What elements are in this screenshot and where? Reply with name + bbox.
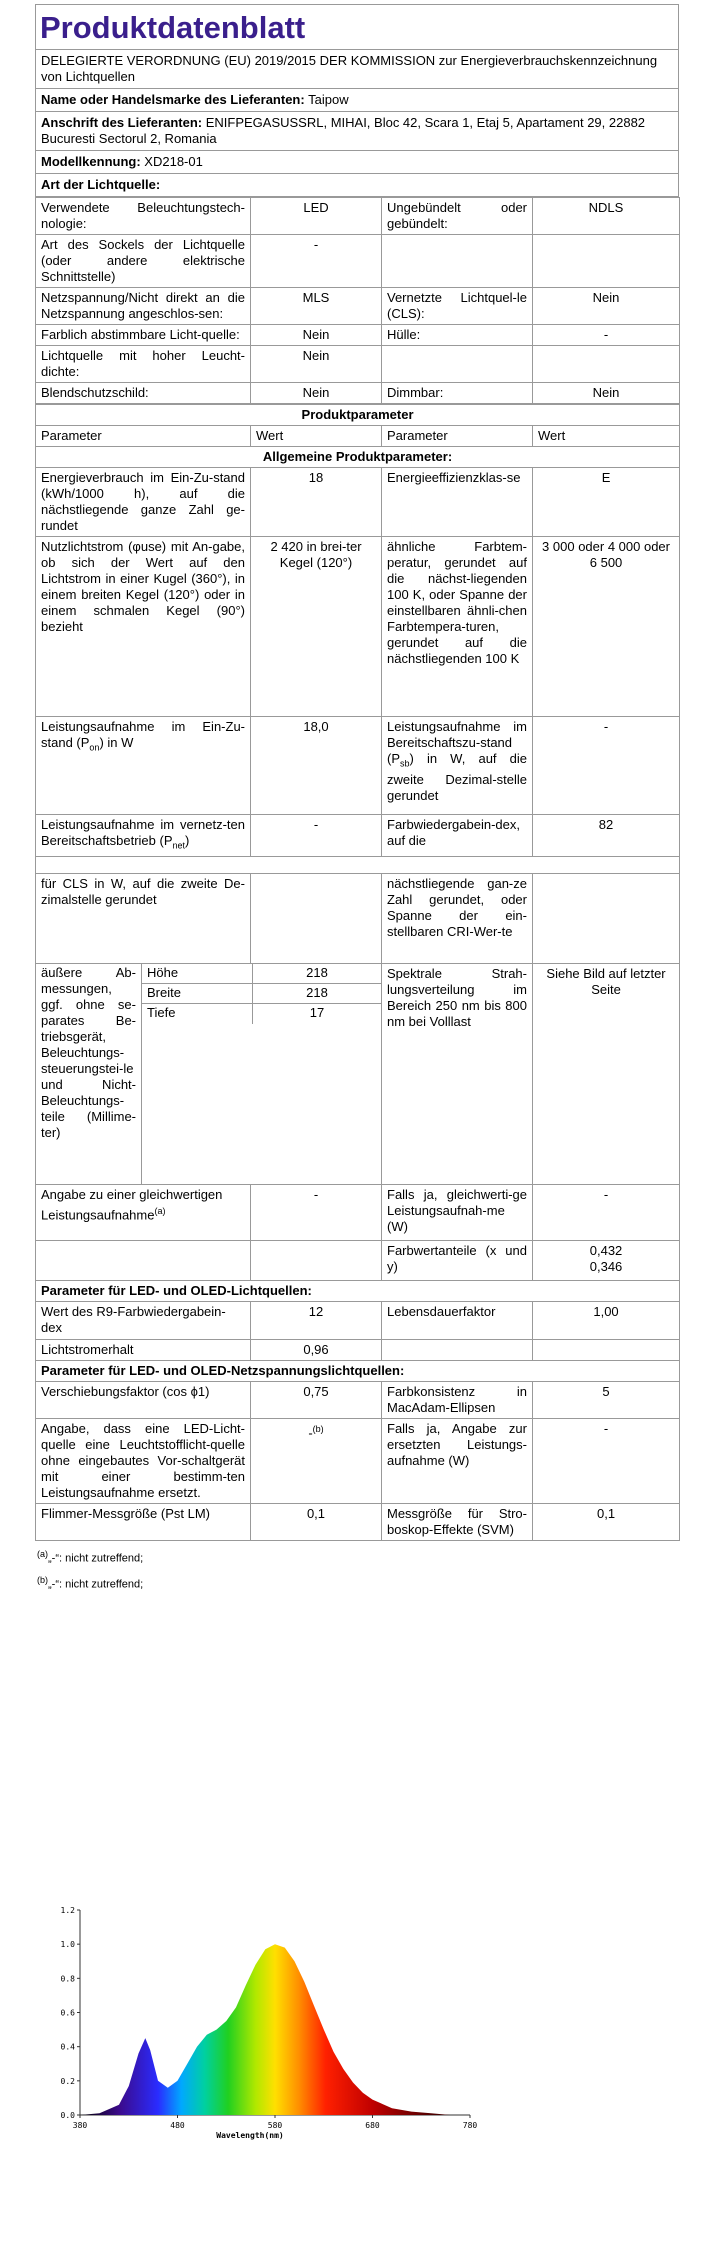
spectral-value: Siehe Bild auf letzter Seite [533, 963, 680, 1184]
x-tick-label: 380 [72, 2121, 88, 2130]
dim-depth-value: 17 [253, 1004, 382, 1024]
general-parameters-heading: Allgemeine Produktparameter: [36, 447, 680, 468]
light-source-row-4 [36, 346, 680, 383]
light-source-row-5-value: Nein [251, 383, 382, 404]
regulation-text: DELEGIERTE VERORDNUNG (EU) 2019/2015 DER KOMMISSION zur Energieverbrauchskennzeichnung von Lichtquellen [36, 49, 678, 88]
empty-cell [36, 1240, 251, 1280]
general-param-row-1-value-2: 3 000 oder 4 000 oder 6 500 [533, 537, 680, 717]
dim-height-value: 218 [253, 964, 382, 984]
x-tick-label: 680 [365, 2121, 380, 2130]
general-param-row-1 [36, 537, 680, 717]
x-tick-label: 780 [462, 2121, 478, 2130]
supplier-row [36, 88, 678, 111]
parameters-heading: Produktparameter [36, 405, 680, 426]
mains-param-row-2-label: Flimmer-Messgröße (Pst LM) [36, 1503, 251, 1540]
empty-cell [533, 1339, 680, 1360]
light-source-row-5-label: Blendschutzschild: [36, 383, 251, 404]
light-source-row-5-label-2: Dimmbar: [382, 383, 533, 404]
mains-param-row-1-value-2: - [533, 1418, 680, 1503]
light-source-row-2-value: MLS [251, 288, 382, 325]
light-source-row-1-label: Art des Sockels der Lichtquelle (oder andere elektrische Schnittstelle) [36, 235, 251, 288]
light-source-row-3 [36, 325, 680, 346]
light-source-row-2-label-2: Vernetzte Lichtquel-le (CLS): [382, 288, 533, 325]
y-tick-label: 0.8 [60, 1974, 75, 1984]
x-tick-label: 480 [170, 2121, 185, 2130]
life-value: 1,00 [533, 1301, 680, 1339]
dimensions-label: äußere Ab-messungen, ggf. ohne se-parates Be-triebsgerät, Beleuchtungs-steuerungstei-le und Nicht-Beleuchtungs-teile (Millime-ter) [36, 964, 142, 1184]
empty-cell [533, 873, 680, 963]
spectrum-chart [40, 1890, 500, 2150]
mains-param-row-0-value-2: 5 [533, 1381, 680, 1418]
light-source-row-1 [36, 235, 680, 288]
lumen-label: Lichtstromerhalt [36, 1339, 251, 1360]
r9-label: Wert des R9-Farbwiedergabein-dex [36, 1301, 251, 1339]
general-param-row-0 [36, 468, 680, 537]
mains-param-row-0-value: 0,75 [251, 1381, 382, 1418]
mains-param-row-2 [36, 1503, 680, 1540]
mains-param-row-1-label: Angabe, dass eine LED-Licht-quelle eine Leuchtstofflicht-quelle ohne eingebautes Vor-schaltgerät mit einer bestimm-ten Leistungsaufnahme ersetzt. [36, 1418, 251, 1503]
general-param-row-0-label-2: Energieeffizienzklas-se [382, 468, 533, 537]
general-param-row-1-label-2: ähnliche Farbtem-peratur, gerundet auf die nächst-liegenden 100 K, oder Spanne der einstellbaren ähnli-chen Farbtempera-turen, gerundet auf die nächstliegenden 100 K [382, 537, 533, 717]
light-source-row-1-value: - [251, 235, 382, 288]
empty-cell [251, 873, 382, 963]
mains-param-row-1 [36, 1418, 680, 1503]
equiv-value: - [251, 1184, 382, 1240]
equiv-label: Angabe zu einer gleichwertigen Leistungsaufnahme$^{(a)}$ [36, 1184, 251, 1240]
y-tick-label: 0.2 [60, 2076, 75, 2086]
light-source-row-0-value: LED [251, 198, 382, 235]
dim-width-value: 218 [253, 984, 382, 1004]
x-axis-label: Wavelength(nm) [216, 2131, 284, 2140]
light-source-row-1-value-2 [533, 235, 680, 288]
life-label: Lebensdauerfaktor [382, 1301, 533, 1339]
light-source-row-3-label-2: Hülle: [382, 325, 533, 346]
p-sb-value: - [533, 717, 680, 815]
model-value: XD218-01 [144, 154, 203, 169]
col-header-parameter: Parameter [36, 426, 251, 447]
general-param-row-1-label: Nutzlichtstrom (φuse) mit An-gabe, ob sich der Wert auf den Lichtstrom in einer Kugel (360°), in einem breiten Kegel (120°) oder in einem schmalen Kegel (90°) bezieht [36, 537, 251, 717]
cri-label-cont: nächstliegende gan-ze Zahl gerundet, oder Spanne der ein-stellbaren CRI-Wer-te [382, 873, 533, 963]
p-on-label: Leistungsaufnahme im Ein-Zu-stand $(P_{on})$ in W [36, 717, 251, 815]
general-param-row-0-label: Energieverbrauch im Ein-Zu-stand (kWh/1000 h), auf die nächstliegende ganze Zahl ge-rundet [36, 468, 251, 537]
col-header-parameter-2: Parameter [382, 426, 533, 447]
y-tick-label: 0.4 [60, 2042, 75, 2052]
supplier-label: Name oder Handelsmarke des Lieferanten: [41, 92, 305, 107]
p-sb-label: Leistungsaufnahme im Bereitschaftszu-stand $(P_{sb})$ in W, auf die zweite Dezimal-stelle gerundet [382, 717, 533, 815]
footnote-b: $^{(b)}$„-“: nicht zutreffend; [37, 1575, 144, 1591]
footnote-a: $^{(a)}$„-“: nicht zutreffend; [37, 1548, 144, 1565]
light-source-row-4-value-2 [533, 346, 680, 383]
parameters-table [35, 404, 680, 1541]
cri-value: 82 [533, 815, 680, 857]
dim-height-label: Höhe [142, 964, 253, 984]
mains-param-row-2-value-2: 0,1 [533, 1503, 680, 1540]
mains-heading: Parameter für LED- und OLED-Netzspannungslichtquellen: [36, 1360, 680, 1381]
dimensions-cell [36, 963, 382, 1184]
equiv-power-label: Falls ja, gleichwerti-ge Leistungsaufnah-me (W) [382, 1184, 533, 1240]
mains-param-row-2-value: 0,1 [251, 1503, 382, 1540]
general-param-row-0-value-2: E [533, 468, 680, 537]
light-source-row-3-value-2: - [533, 325, 680, 346]
chroma-value: 0,432 0,346 [533, 1240, 680, 1280]
general-param-row-0-value: 18 [251, 468, 382, 537]
col-header-value-2: Wert [533, 426, 680, 447]
mains-param-row-2-label-2: Messgröße für Stro-boskop-Effekte (SVM) [382, 1503, 533, 1540]
model-label: Modellkennung: [41, 154, 141, 169]
light-source-row-2-value-2: Nein [533, 288, 680, 325]
empty-cell [251, 1240, 382, 1280]
empty-cell [253, 1024, 382, 1184]
light-source-heading: Art der Lichtquelle: [36, 173, 678, 196]
address-label: Anschrift des Lieferanten: [41, 115, 203, 130]
mains-param-row-0 [36, 1381, 680, 1418]
equiv-power-value: - [533, 1184, 680, 1240]
page-title: Produktdatenblatt [40, 10, 306, 45]
cri-label: Farbwiedergabein-dex, auf die [382, 815, 533, 857]
light-source-row-0-label-2: Ungebündelt oder gebündelt: [382, 198, 533, 235]
address-value: ENIFPEGASUSSRL, MIHAI, Bloc 42, Scara 1, Etaj 5, Apartament 29, 22882 Bucuresti Sectorul 2, Romania [41, 115, 646, 146]
header-block [35, 4, 679, 197]
p-net-label: Leistungsaufnahme im vernetz-ten Bereitschaftsbetrieb $(P_{net})$ [36, 815, 251, 857]
lumen-value: 0,96 [251, 1339, 382, 1360]
light-source-row-2-label: Netzspannung/Nicht direkt an die Netzspannung angeschlos-sen: [36, 288, 251, 325]
light-source-row-0-label: Verwendete Beleuchtungstech-nologie: [36, 198, 251, 235]
dim-depth-label: Tiefe [142, 1004, 253, 1024]
chroma-label: Farbwertanteile (x und y) [382, 1240, 533, 1280]
light-source-row-0-value-2: NDLS [533, 198, 680, 235]
empty-cell [382, 1339, 533, 1360]
light-source-row-5 [36, 383, 680, 404]
mains-param-row-1-label-2: Falls ja, Angabe zur ersetzten Leistungs-aufnahme (W) [382, 1418, 533, 1503]
spectrum-area [80, 1944, 470, 2115]
light-source-row-2 [36, 288, 680, 325]
light-source-row-4-value: Nein [251, 346, 382, 383]
y-tick-label: 1.2 [60, 1906, 75, 1915]
address-row [36, 111, 678, 150]
light-source-table [35, 197, 680, 404]
spectral-label: Spektrale Strah-lungsverteilung im Bereich 250 nm bis 800 nm bei Volllast [382, 963, 533, 1184]
p-net-label-cont: für CLS in W, auf die zweite De-zimalstelle gerundet [36, 873, 251, 963]
model-row [36, 150, 678, 173]
mains-param-row-0-label: Verschiebungsfaktor (cos ϕ1) [36, 1381, 251, 1418]
col-header-value: Wert [251, 426, 382, 447]
supplier-value: Taipow [308, 92, 349, 107]
r9-value: 12 [251, 1301, 382, 1339]
light-source-row-4-label-2 [382, 346, 533, 383]
led-heading: Parameter für LED- und OLED-Lichtquellen: [36, 1280, 680, 1301]
y-tick-label: 1.0 [60, 1940, 75, 1950]
dim-width-label: Breite [142, 984, 253, 1004]
mains-param-row-1-value: -$^{(b)}$ [251, 1418, 382, 1503]
general-param-row-1-value: 2 420 in brei-ter Kegel (120°) [251, 537, 382, 717]
page-break-gap [36, 856, 680, 873]
p-net-value: - [251, 815, 382, 857]
light-source-row-3-label: Farblich abstimmbare Licht-quelle: [36, 325, 251, 346]
light-source-row-0 [36, 198, 680, 235]
p-on-value: 18,0 [251, 717, 382, 815]
mains-param-row-0-label-2: Farbkonsistenz in MacAdam-Ellipsen [382, 1381, 533, 1418]
empty-cell [142, 1024, 253, 1184]
light-source-row-3-value: Nein [251, 325, 382, 346]
y-tick-label: 0.6 [60, 2008, 75, 2018]
light-source-row-1-label-2 [382, 235, 533, 288]
x-tick-label: 580 [267, 2121, 283, 2130]
light-source-row-5-value-2: Nein [533, 383, 680, 404]
y-tick-label: 0.0 [60, 2111, 75, 2120]
datasheet [35, 4, 679, 1594]
light-source-row-4-label: Lichtquelle mit hoher Leucht-dichte: [36, 346, 251, 383]
